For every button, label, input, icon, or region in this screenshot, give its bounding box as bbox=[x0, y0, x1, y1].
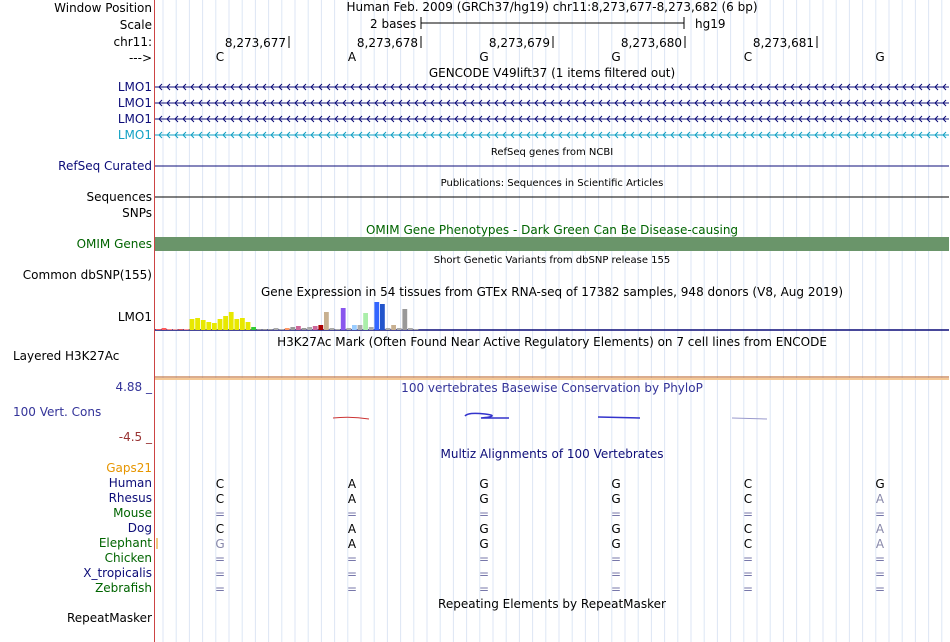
alignment-base: A bbox=[347, 477, 357, 491]
alignment-base: = bbox=[742, 567, 754, 581]
alignment-base: C bbox=[215, 477, 225, 491]
alignment-base: A bbox=[875, 492, 885, 506]
alignment-base: G bbox=[215, 537, 225, 551]
alignment-base: C bbox=[743, 477, 753, 491]
species-alignment-row bbox=[216, 492, 885, 506]
gtex-tissue-bar[interactable] bbox=[335, 329, 340, 330]
species-label[interactable]: Chicken bbox=[104, 551, 152, 565]
gencode-item-label[interactable]: LMO1 bbox=[117, 128, 152, 142]
alignment-base: = bbox=[346, 582, 358, 596]
gtex-tissue-bar[interactable] bbox=[173, 329, 178, 330]
ruler-position: 8,273,680 bbox=[620, 36, 682, 50]
gtex-tissue-bar[interactable] bbox=[178, 329, 183, 330]
gtex-tissue-bar[interactable] bbox=[162, 328, 167, 330]
gtex-tissue-bar[interactable] bbox=[374, 302, 379, 330]
alignment-base: = bbox=[346, 507, 358, 521]
h3k27ac-track[interactable] bbox=[155, 377, 949, 379]
gtex-tissue-bar[interactable] bbox=[341, 308, 346, 330]
species-label[interactable]: Mouse bbox=[113, 506, 152, 520]
h3k27ac-track-title: H3K27Ac Mark (Often Found Near Active Regulatory Elements) on 7 cell lines from ENCODE bbox=[277, 335, 827, 349]
phylop-signal-faint bbox=[732, 418, 767, 419]
phylop-track-label[interactable]: 100 Vert. Cons bbox=[13, 405, 102, 419]
alignment-base: = bbox=[346, 567, 358, 581]
gtex-tissue-bar[interactable] bbox=[352, 325, 357, 330]
phylop-track[interactable] bbox=[333, 413, 767, 419]
track-label-panel bbox=[0, 0, 154, 642]
alignment-base: G bbox=[611, 477, 621, 491]
phylop-max-label: 4.88 _ bbox=[115, 380, 152, 394]
alignment-base: G bbox=[611, 492, 621, 506]
alignment-base: = bbox=[742, 507, 754, 521]
species-label[interactable]: Elephant bbox=[98, 536, 152, 550]
gtex-tissue-bar[interactable] bbox=[156, 329, 161, 330]
alignment-base: = bbox=[478, 567, 490, 581]
phylop-signal-blue-1 bbox=[465, 413, 509, 418]
alignment-base: = bbox=[874, 552, 886, 566]
alignment-base: C bbox=[215, 522, 225, 536]
alignment-base: = bbox=[214, 507, 226, 521]
gtex-tissue-bar[interactable] bbox=[369, 327, 374, 330]
species-label[interactable]: X_tropicalis bbox=[83, 566, 152, 580]
gtex-tissue-bar[interactable] bbox=[386, 328, 391, 330]
dbsnp-track-title: Short Genetic Variants from dbSNP release 155 bbox=[433, 255, 671, 266]
snps-track-label[interactable]: SNPs bbox=[122, 206, 152, 220]
gtex-tissue-bar[interactable] bbox=[206, 322, 211, 330]
reference-base: G bbox=[875, 50, 885, 64]
alignment-base: C bbox=[743, 492, 753, 506]
alignment-base: A bbox=[875, 537, 885, 551]
gtex-tissue-bar[interactable] bbox=[380, 304, 385, 330]
gencode-item-label[interactable]: LMO1 bbox=[117, 112, 152, 126]
alignment-base: = bbox=[874, 507, 886, 521]
repeatmasker-track-label[interactable]: RepeatMasker bbox=[66, 611, 152, 625]
gtex-tissue-bar[interactable] bbox=[414, 329, 419, 330]
species-label[interactable]: Zebrafish bbox=[95, 581, 152, 595]
species-label[interactable]: Rhesus bbox=[108, 491, 152, 505]
omim-phenotype-bar[interactable] bbox=[155, 237, 949, 251]
gaps-value: 21 bbox=[136, 461, 152, 475]
omim-track[interactable] bbox=[155, 237, 949, 251]
alignment-base: A bbox=[347, 537, 357, 551]
alignment-base: = bbox=[610, 582, 622, 596]
phylop-signal-blue-2 bbox=[598, 417, 640, 418]
gtex-tissue-bar[interactable] bbox=[218, 319, 223, 330]
alignment-base: = bbox=[478, 552, 490, 566]
refseq-track-label[interactable]: RefSeq Curated bbox=[58, 159, 152, 173]
gtex-tissue-bar[interactable] bbox=[167, 329, 172, 330]
alignment-base: = bbox=[742, 552, 754, 566]
alignment-base: A bbox=[347, 522, 357, 536]
alignment-base: = bbox=[214, 567, 226, 581]
alignment-base: = bbox=[610, 567, 622, 581]
gtex-tissue-bar[interactable] bbox=[302, 328, 307, 330]
gtex-tissue-bar[interactable] bbox=[262, 329, 267, 330]
gtex-tissue-bar[interactable] bbox=[240, 318, 245, 330]
gtex-tissue-bar[interactable] bbox=[391, 325, 396, 330]
ruler-position: 8,273,677 bbox=[224, 36, 286, 50]
alignment-base: G bbox=[875, 477, 885, 491]
gencode-item-label[interactable]: LMO1 bbox=[117, 96, 152, 110]
gtex-tissue-bar[interactable] bbox=[290, 327, 295, 330]
ruler bbox=[216, 17, 885, 64]
gtex-tissue-bar[interactable] bbox=[324, 312, 329, 330]
species-alignment-row bbox=[215, 582, 885, 596]
alignment-base: G bbox=[479, 492, 489, 506]
alignment-base: = bbox=[610, 507, 622, 521]
alignment-base: = bbox=[214, 582, 226, 596]
gtex-tissue-bar[interactable] bbox=[274, 328, 279, 330]
gtex-tissue-bar[interactable] bbox=[363, 313, 368, 330]
alignment-base: = bbox=[610, 552, 622, 566]
ruler-position: 8,273,681 bbox=[752, 36, 814, 50]
alignment-base: G bbox=[611, 522, 621, 536]
omim-track-title: OMIM Gene Phenotypes - Dark Green Can Be Disease-causing bbox=[365, 223, 739, 237]
refseq-track-title: RefSeq genes from NCBI bbox=[490, 147, 614, 158]
publications-track-title: Publications: Sequences in Scientific Articles bbox=[440, 178, 664, 189]
gtex-tissue-bar[interactable] bbox=[402, 309, 407, 330]
species-label[interactable]: Human bbox=[108, 476, 152, 490]
gtex-tissue-bar[interactable] bbox=[190, 319, 195, 330]
alignment-base: = bbox=[874, 582, 886, 596]
gtex-tissue-bar[interactable] bbox=[251, 327, 256, 330]
base-grid bbox=[163, 0, 942, 642]
species-alignment-row bbox=[215, 507, 885, 521]
alignment-base: G bbox=[479, 477, 489, 491]
alignment-base: C bbox=[215, 492, 225, 506]
gencode-track-title: GENCODE V49lift37 (1 items filtered out) bbox=[428, 66, 676, 80]
gtex-tissue-bar[interactable] bbox=[397, 328, 402, 330]
gtex-tissue-bar[interactable] bbox=[201, 320, 206, 330]
gtex-tissue-bar[interactable] bbox=[257, 329, 262, 330]
publications-track-label[interactable]: Sequences bbox=[86, 190, 152, 204]
gtex-tissue-bar[interactable] bbox=[296, 326, 301, 330]
species-alignment-row bbox=[215, 567, 885, 581]
scale-label: Scale bbox=[119, 18, 152, 32]
species-label[interactable]: Dog bbox=[127, 521, 152, 535]
multiz-track-title: Multiz Alignments of 100 Vertebrates bbox=[440, 447, 664, 461]
window-position-label: Window Position bbox=[54, 1, 152, 15]
alignment-base: C bbox=[743, 522, 753, 536]
gtex-tissue-bar[interactable] bbox=[279, 329, 284, 330]
gtex-tissue-bar[interactable] bbox=[346, 328, 351, 330]
chrom-label: chr11: bbox=[113, 35, 152, 49]
h3k27ac-track-label[interactable]: Layered H3K27Ac bbox=[13, 349, 120, 363]
gencode-item-label[interactable]: LMO1 bbox=[117, 80, 152, 94]
scale-text: 2 bases bbox=[370, 17, 417, 31]
track-area[interactable] bbox=[155, 0, 949, 642]
gtex-tissue-bar[interactable] bbox=[184, 329, 189, 330]
ruler-position: 8,273,679 bbox=[488, 36, 550, 50]
alignment-base: G bbox=[611, 537, 621, 551]
gtex-tissue-bar[interactable] bbox=[212, 323, 217, 330]
phylop-track-title: 100 vertebrates Basewise Conservation by PhyloP bbox=[401, 381, 703, 395]
gtex-tissue-bar[interactable] bbox=[307, 327, 312, 330]
species-alignment-row bbox=[216, 522, 885, 536]
reference-base: C bbox=[215, 50, 225, 64]
gtex-tissue-bar[interactable] bbox=[330, 328, 335, 330]
reference-base: G bbox=[479, 50, 489, 64]
gtex-tissue-bar[interactable] bbox=[223, 316, 228, 330]
gaps-label bbox=[106, 461, 152, 475]
gencode-track[interactable] bbox=[155, 84, 949, 138]
gtex-tissue-bar[interactable] bbox=[268, 329, 273, 330]
reference-base: G bbox=[611, 50, 621, 64]
gtex-tissue-bar[interactable] bbox=[408, 328, 413, 330]
alignment-base: = bbox=[478, 507, 490, 521]
alignment-base: A bbox=[875, 522, 885, 536]
alignment-base: G bbox=[479, 537, 489, 551]
gtex-tissue-bar[interactable] bbox=[234, 319, 239, 330]
alignment-base: = bbox=[214, 552, 226, 566]
alignment-base: C bbox=[743, 537, 753, 551]
omim-track-label[interactable]: OMIM Genes bbox=[76, 237, 152, 251]
dbsnp-track-label[interactable]: Common dbSNP(155) bbox=[22, 268, 152, 282]
ruler-position: 8,273,678 bbox=[356, 36, 418, 50]
strand-label: ---> bbox=[128, 51, 152, 65]
gtex-tissue-bar[interactable] bbox=[318, 325, 323, 330]
gtex-tissue-bar[interactable] bbox=[195, 318, 200, 330]
scale-db: hg19 bbox=[695, 17, 726, 31]
alignment-base: = bbox=[478, 582, 490, 596]
gaps-label-text: Gaps bbox=[106, 461, 137, 475]
assembly-position-text: Human Feb. 2009 (GRCh37/hg19) chr11:8,273,677-8,273,682 (6 bp) bbox=[346, 0, 758, 14]
gtex-tissue-bar[interactable] bbox=[313, 326, 318, 330]
species-alignment-row bbox=[215, 552, 885, 566]
gtex-track-title: Gene Expression in 54 tissues from GTEx RNA-seq of 17382 samples, 948 donors (V8, Aug 2019) bbox=[260, 285, 844, 299]
phylop-min-label: -4.5 _ bbox=[118, 430, 152, 444]
alignment-base: G bbox=[479, 522, 489, 536]
reference-base: C bbox=[743, 50, 753, 64]
species-alignment-row bbox=[215, 537, 885, 551]
species-alignment-row bbox=[216, 477, 885, 491]
phylop-signal-red bbox=[333, 417, 369, 419]
gtex-tissue-bar[interactable] bbox=[358, 325, 363, 330]
alignment-base: = bbox=[742, 582, 754, 596]
gtex-tissue-bar[interactable] bbox=[229, 312, 234, 330]
gtex-expression-chart[interactable] bbox=[155, 302, 949, 330]
repeatmasker-track-title: Repeating Elements by RepeatMasker bbox=[438, 597, 666, 611]
gtex-tissue-bar[interactable] bbox=[285, 328, 290, 330]
alignment-base: = bbox=[874, 567, 886, 581]
alignment-base: = bbox=[346, 552, 358, 566]
gtex-gene-label[interactable]: LMO1 bbox=[117, 310, 152, 324]
alignment-base: A bbox=[347, 492, 357, 506]
reference-base: A bbox=[347, 50, 357, 64]
gtex-tissue-bar[interactable] bbox=[246, 322, 251, 330]
